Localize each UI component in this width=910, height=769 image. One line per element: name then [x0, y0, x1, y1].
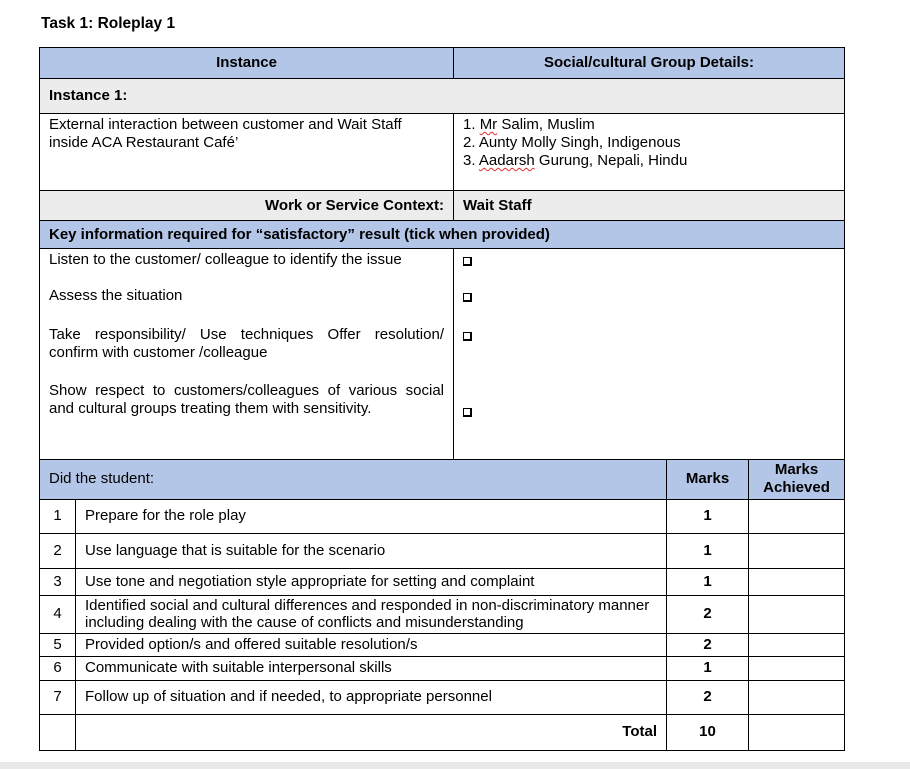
group-item: 2. Aunty Molly Singh, Indigenous — [463, 134, 681, 151]
row-text: Use tone and negotiation style appropriate for setting and complaint — [76, 568, 667, 595]
row-number: 7 — [40, 680, 76, 714]
row-achieved-cell[interactable] — [749, 499, 845, 533]
roleplay-document — [39, 47, 844, 751]
table-row — [40, 568, 845, 595]
table-row — [40, 633, 845, 656]
total-value: 10 — [667, 714, 749, 750]
row-achieved-cell[interactable] — [749, 656, 845, 680]
assessment-heading: Did the student: — [40, 460, 667, 499]
row-marks: 1 — [667, 499, 749, 533]
page-bottom-edge — [0, 762, 910, 769]
group-list — [454, 114, 845, 191]
row-marks: 1 — [667, 656, 749, 680]
tick-checkbox[interactable] — [463, 332, 472, 341]
criterion-text: Listen to the customer/ colleague to identify the issue — [40, 249, 454, 287]
tick-checkbox[interactable] — [463, 257, 472, 266]
assessment-table — [39, 460, 845, 751]
row-number: 1 — [40, 499, 76, 533]
row-marks: 2 — [667, 680, 749, 714]
tick-checkbox[interactable] — [463, 293, 472, 302]
row-achieved-cell[interactable] — [749, 533, 845, 568]
context-label: Work or Service Context: — [40, 191, 454, 221]
table-row — [40, 533, 845, 568]
group-item: 1. Mr Salim, Muslim — [463, 116, 595, 133]
row-marks: 2 — [667, 633, 749, 656]
criterion-text: Assess the situation — [40, 287, 454, 326]
total-achieved-cell[interactable] — [749, 714, 845, 750]
table-row — [40, 656, 845, 680]
task-title: Task 1: Roleplay 1 — [41, 15, 176, 32]
row-text: Communicate with suitable interpersonal skills — [76, 656, 667, 680]
row-text: Identified social and cultural differences and responded in non-discriminatory manner including dealing with the cause of conflicts and misunderstanding — [76, 595, 667, 633]
tick-checkbox[interactable] — [463, 408, 472, 417]
row-number: 5 — [40, 633, 76, 656]
group-item: 3. Aadarsh Gurung, Nepali, Hindu — [463, 152, 688, 169]
row-achieved-cell[interactable] — [749, 633, 845, 656]
table-row — [40, 595, 845, 633]
row-achieved-cell[interactable] — [749, 595, 845, 633]
row-achieved-cell[interactable] — [749, 568, 845, 595]
row-marks: 1 — [667, 533, 749, 568]
row-number: 4 — [40, 595, 76, 633]
group-details-header: Social/cultural Group Details: — [454, 48, 845, 79]
total-row — [40, 714, 845, 750]
row-text: Prepare for the role play — [76, 499, 667, 533]
total-label: Total — [76, 714, 667, 750]
row-text: Follow up of situation and if needed, to appropriate personnel — [76, 680, 667, 714]
marks-header: Marks — [667, 460, 749, 499]
row-marks: 2 — [667, 595, 749, 633]
instance-header: Instance — [40, 48, 454, 79]
row-text: Use language that is suitable for the scenario — [76, 533, 667, 568]
key-info-heading: Key information required for “satisfactory” result (tick when provided) — [40, 221, 845, 249]
marks-achieved-header: Marks Achieved — [749, 460, 845, 499]
criterion-text: Show respect to customers/colleagues of various social and cultural groups treating them with sensitivity. — [40, 382, 454, 460]
row-marks: 1 — [667, 568, 749, 595]
row-number: 2 — [40, 533, 76, 568]
context-value: Wait Staff — [454, 191, 845, 221]
table-row — [40, 680, 845, 714]
row-number: 3 — [40, 568, 76, 595]
row-number: 6 — [40, 656, 76, 680]
table-row — [40, 499, 845, 533]
instance-table — [39, 47, 845, 460]
criterion-text: Take responsibility/ Use techniques Offer resolution/ confirm with customer /colleague — [40, 326, 454, 382]
row-text: Provided option/s and offered suitable resolution/s — [76, 633, 667, 656]
row-achieved-cell[interactable] — [749, 680, 845, 714]
instance-description: External interaction between customer and Wait Staff inside ACA Restaurant Café’ — [40, 114, 454, 191]
instance-label: Instance 1: — [40, 79, 845, 114]
